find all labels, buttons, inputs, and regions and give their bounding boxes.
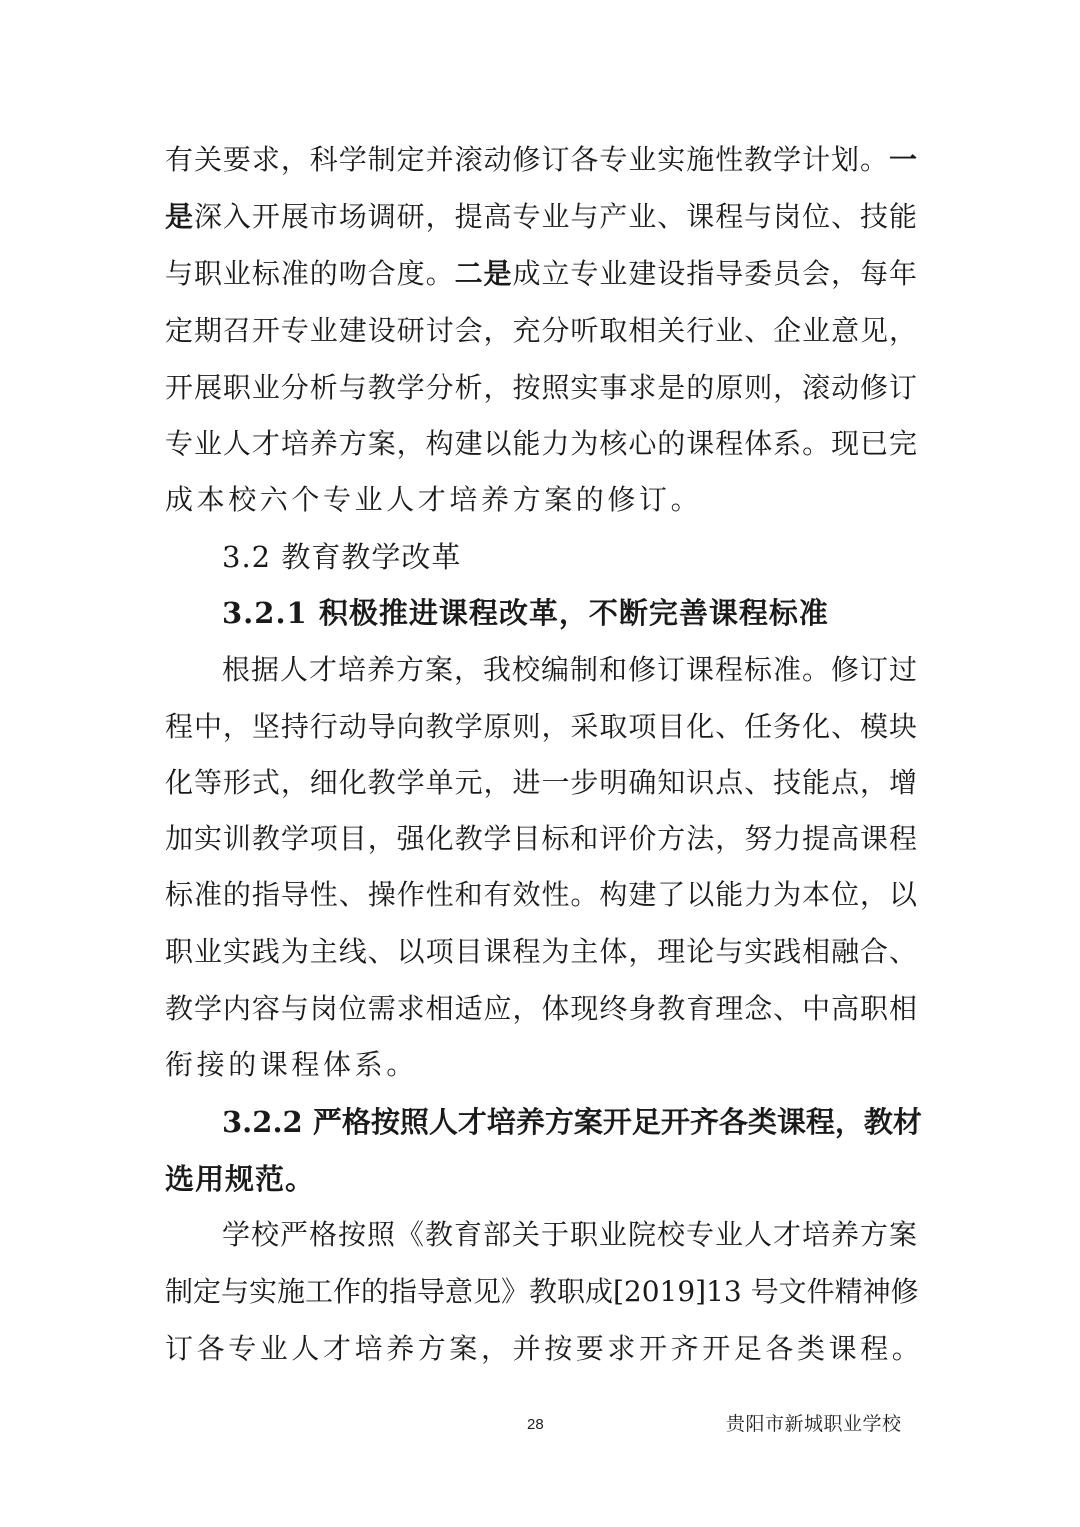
text: 与职业标准的吻合度。 [165,257,455,290]
bold-text: 一 [888,143,917,176]
para2-line-4: 加实训教学项目，强化教学目标和评价方法，努力提高课程 [165,822,917,855]
section-heading-3-2-2-line-2: 选用规范。 [165,1162,316,1196]
para2-line-2: 程中，坚持行动导向教学原则，采取项目化、任务化、模块 [165,710,917,743]
section-heading-3-2-1: 3.2.1 积极推进课程改革，不断完善课程标准 [222,596,829,630]
para2-line-3: 化等形式，细化教学单元，进一步明确知识点、技能点，增 [165,766,917,799]
bold-text: 二是 [454,257,513,290]
para1-line-1 [165,142,917,178]
para2-line-7: 教学内容与岗位需求相适应，体现终身教育理念、中高职相 [165,992,917,1025]
page-number: 28 [527,1416,544,1433]
para1-line-2 [165,199,917,235]
para1-line-4: 定期召开专业建设研讨会，充分听取相关行业、企业意见， [165,314,917,347]
para2-line-8: 衔接的课程体系。 [165,1048,418,1081]
para2-line-1: 根据人才培养方案，我校编制和修订课程标准。修订过 [222,653,917,686]
para2-line-6: 职业实践为主线、以项目课程为主体，理论与实践相融合、 [165,935,917,968]
para3-line-1: 学校严格按照《教育部关于职业院校专业人才培养方案 [222,1218,917,1251]
text: 有关要求，科学制定并滚动修订各专业实施性教学计划。 [165,143,889,176]
para3-line-3: 订各专业人才培养方案，并按要求开齐开足各类课程。 [165,1332,924,1365]
bold-text: 是 [165,200,194,233]
para1-line-7: 成本校六个专业人才培养方案的修订。 [165,483,703,516]
para3-line-2: 制定与实施工作的指导意见》教职成[2019]13 号文件精神修 [165,1275,919,1308]
text: 深入开展市场调研，提高专业与产业、课程与岗位、技能 [193,200,917,233]
para1-line-3 [165,256,917,292]
text: 成立专业建设指导委员会，每年 [512,257,917,290]
para2-line-5: 标准的指导性、操作性和有效性。构建了以能力为本位，以 [165,878,917,911]
section-heading-3-2: 3.2 教育教学改革 [222,540,462,574]
para1-line-5: 开展职业分析与教学分析，按照实事求是的原则，滚动修订 [165,371,917,404]
footer-organization: 贵阳市新城职业学校 [726,1414,902,1435]
para1-line-6: 专业人才培养方案，构建以能力为核心的课程体系。现已完 [165,427,917,460]
section-heading-3-2-2-line-1: 3.2.2 严格按照人才培养方案开足开齐各类课程，教材 [222,1105,922,1139]
